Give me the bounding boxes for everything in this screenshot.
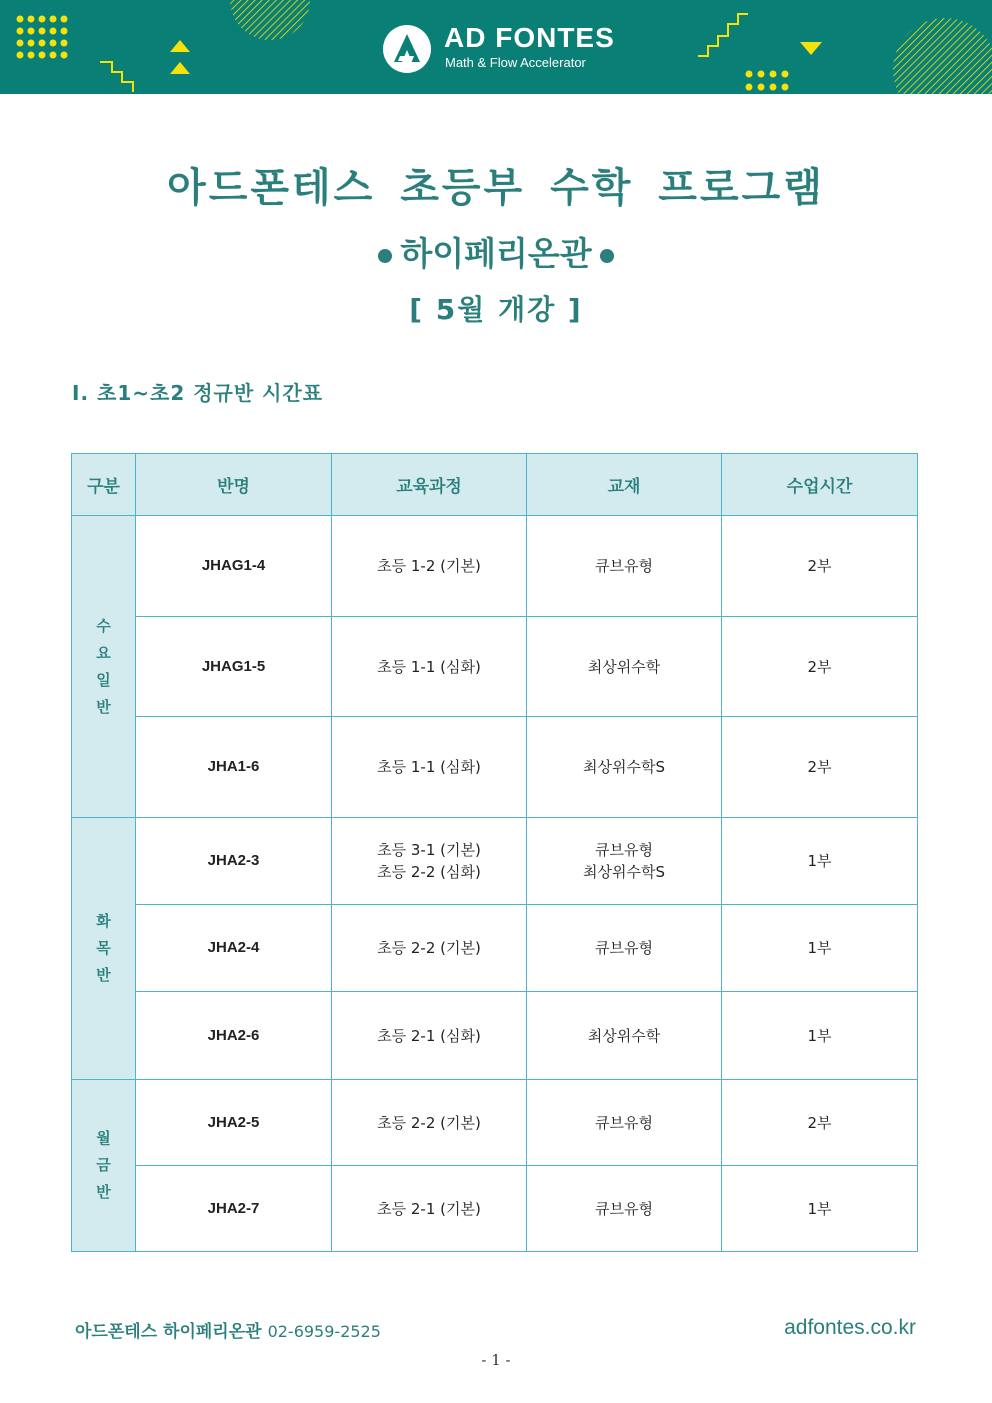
textbook-cell — [527, 992, 722, 1080]
curriculum-cell — [332, 818, 527, 905]
group-label-char: 화 — [96, 912, 111, 930]
class-name-cell — [136, 516, 332, 617]
curriculum-cell-text: 초등 1-1 (심화) — [377, 657, 481, 676]
class-name-cell — [136, 717, 332, 818]
class-name-cell-text: JHA2-6 — [207, 1026, 260, 1044]
textbook-cell-text: 최상위수학S — [583, 863, 665, 881]
triangle-up-2 — [170, 62, 190, 74]
textbook-cell-text: 최상위수학S — [583, 758, 665, 776]
dot-grid-left — [17, 16, 68, 59]
page-number: - 1 - — [481, 1351, 511, 1369]
hatched-circle-right — [893, 18, 992, 94]
opening-date: [ 5월 개강 ] — [409, 293, 583, 326]
class-name-cell — [136, 617, 332, 717]
textbook-cell-text: 큐브유형 — [595, 1113, 653, 1132]
table-row — [72, 905, 918, 992]
brand-logo-icon — [383, 25, 431, 73]
curriculum-cell-text: 초등 2-2 (기본) — [377, 939, 481, 957]
group-label-cell — [72, 1080, 136, 1252]
class-name-cell — [136, 1166, 332, 1252]
class-name-cell-text: JHA2-7 — [207, 1199, 260, 1217]
curriculum-cell-text: 초등 3-1 (기본) — [377, 841, 481, 859]
table-header-row — [72, 454, 918, 516]
group-label-cell — [72, 818, 136, 1080]
curriculum-cell-text: 초등 2-1 (기본) — [377, 1199, 481, 1218]
group-label-char: 반 — [96, 966, 111, 984]
curriculum-cell-text: 초등 2-2 (심화) — [377, 863, 481, 881]
hatched-circle-top — [230, 0, 310, 40]
column-header: 구분 — [72, 454, 136, 516]
class-name-cell-text: JHA2-3 — [207, 852, 260, 869]
curriculum-cell-text: 초등 2-2 (기본) — [377, 1113, 481, 1132]
curriculum-cell — [332, 905, 527, 992]
textbook-cell — [527, 905, 722, 992]
textbook-cell-text: 큐브유형 — [595, 1199, 653, 1218]
class-time-cell — [722, 1166, 918, 1252]
textbook-cell — [527, 717, 722, 818]
group-label-char: 수 — [96, 616, 111, 635]
curriculum-cell — [332, 617, 527, 717]
class-time-cell — [722, 1080, 918, 1166]
column-header: 교육과정 — [332, 454, 527, 516]
class-time-cell — [722, 905, 918, 992]
bullet-dot-left — [378, 249, 392, 263]
page-title: 아드폰테스 초등부 수학 프로그램 — [167, 165, 825, 211]
textbook-cell — [527, 818, 722, 905]
textbook-cell — [527, 617, 722, 717]
table-row — [72, 1080, 918, 1166]
curriculum-cell — [332, 516, 527, 617]
table-row — [72, 992, 918, 1080]
class-name-cell — [136, 818, 332, 905]
header-banner — [0, 0, 992, 94]
table-row — [72, 516, 918, 617]
group-label-char: 요 — [96, 643, 111, 662]
textbook-cell-text: 최상위수학 — [587, 657, 661, 676]
footer-phone: 02-6959-2525 — [267, 1322, 381, 1341]
group-label-char: 반 — [96, 1183, 111, 1201]
class-time-cell-text: 2부 — [807, 557, 832, 575]
stair-line-right — [698, 14, 748, 56]
class-name-cell — [136, 905, 332, 992]
textbook-cell — [527, 1080, 722, 1166]
class-time-cell-text: 2부 — [807, 758, 832, 776]
group-label-cell — [72, 516, 136, 818]
group-label-char: 일 — [96, 670, 111, 689]
textbook-cell — [527, 1166, 722, 1252]
table-row — [72, 717, 918, 818]
curriculum-cell — [332, 1080, 527, 1166]
curriculum-cell-text: 초등 2-1 (심화) — [377, 1026, 481, 1045]
textbook-cell-text: 큐브유형 — [595, 939, 653, 957]
class-time-cell — [722, 992, 918, 1080]
curriculum-cell-text: 초등 1-2 (기본) — [377, 557, 481, 575]
stair-line-left — [100, 62, 133, 92]
footer-contact — [75, 1317, 381, 1342]
class-time-cell-text: 1부 — [807, 1199, 832, 1218]
class-time-cell — [722, 818, 918, 905]
brand-tagline: Math & Flow Accelerator — [445, 55, 586, 70]
class-time-cell-text: 1부 — [807, 1026, 832, 1045]
textbook-cell-text: 큐브유형 — [595, 841, 653, 859]
section-heading: I. 초1~초2 정규반 시간표 — [72, 381, 324, 405]
dot-grid-right — [746, 71, 789, 91]
group-label-char: 반 — [96, 697, 111, 716]
class-time-cell — [722, 617, 918, 717]
class-name-cell — [136, 992, 332, 1080]
brand-name: AD FONTES — [444, 22, 615, 53]
schedule-table — [71, 453, 918, 1252]
table-row — [72, 818, 918, 905]
bullet-dot-right — [600, 249, 614, 263]
schedule-body — [72, 516, 918, 1252]
footer-website[interactable]: adfontes.co.kr — [784, 1316, 916, 1339]
column-header: 수업시간 — [722, 454, 918, 516]
textbook-cell-text: 큐브유형 — [595, 557, 653, 575]
class-time-cell-text: 1부 — [807, 939, 832, 957]
subtitle-text: 하이페리온관 — [400, 234, 592, 273]
table-row — [72, 617, 918, 717]
class-time-cell-text: 2부 — [807, 657, 832, 676]
class-name-cell-text: JHA2-4 — [207, 939, 260, 956]
table-row — [72, 1166, 918, 1252]
column-header: 교재 — [527, 454, 722, 516]
class-name-cell-text: JHAG1-5 — [201, 657, 266, 675]
class-name-cell-text: JHA2-5 — [207, 1113, 260, 1131]
class-name-cell-text: JHAG1-4 — [201, 557, 266, 574]
class-name-cell-text: JHA1-6 — [207, 758, 260, 775]
class-time-cell — [722, 516, 918, 617]
curriculum-cell — [332, 1166, 527, 1252]
textbook-cell — [527, 516, 722, 617]
curriculum-cell — [332, 717, 527, 818]
class-time-cell-text: 1부 — [807, 852, 832, 870]
footer-branch: 아드폰테스 하이페리온관 — [75, 1322, 262, 1342]
class-time-cell — [722, 717, 918, 818]
class-name-cell — [136, 1080, 332, 1166]
page-subtitle — [0, 228, 992, 275]
triangle-up-1 — [170, 40, 190, 52]
group-label-char: 목 — [96, 939, 111, 957]
class-time-cell-text: 2부 — [807, 1113, 832, 1132]
column-header: 반명 — [136, 454, 332, 516]
triangle-down-right — [800, 42, 822, 55]
group-label-char: 금 — [96, 1156, 111, 1174]
textbook-cell-text: 최상위수학 — [587, 1026, 661, 1045]
curriculum-cell-text: 초등 1-1 (심화) — [377, 758, 481, 776]
group-label-char: 월 — [96, 1129, 111, 1147]
curriculum-cell — [332, 992, 527, 1080]
